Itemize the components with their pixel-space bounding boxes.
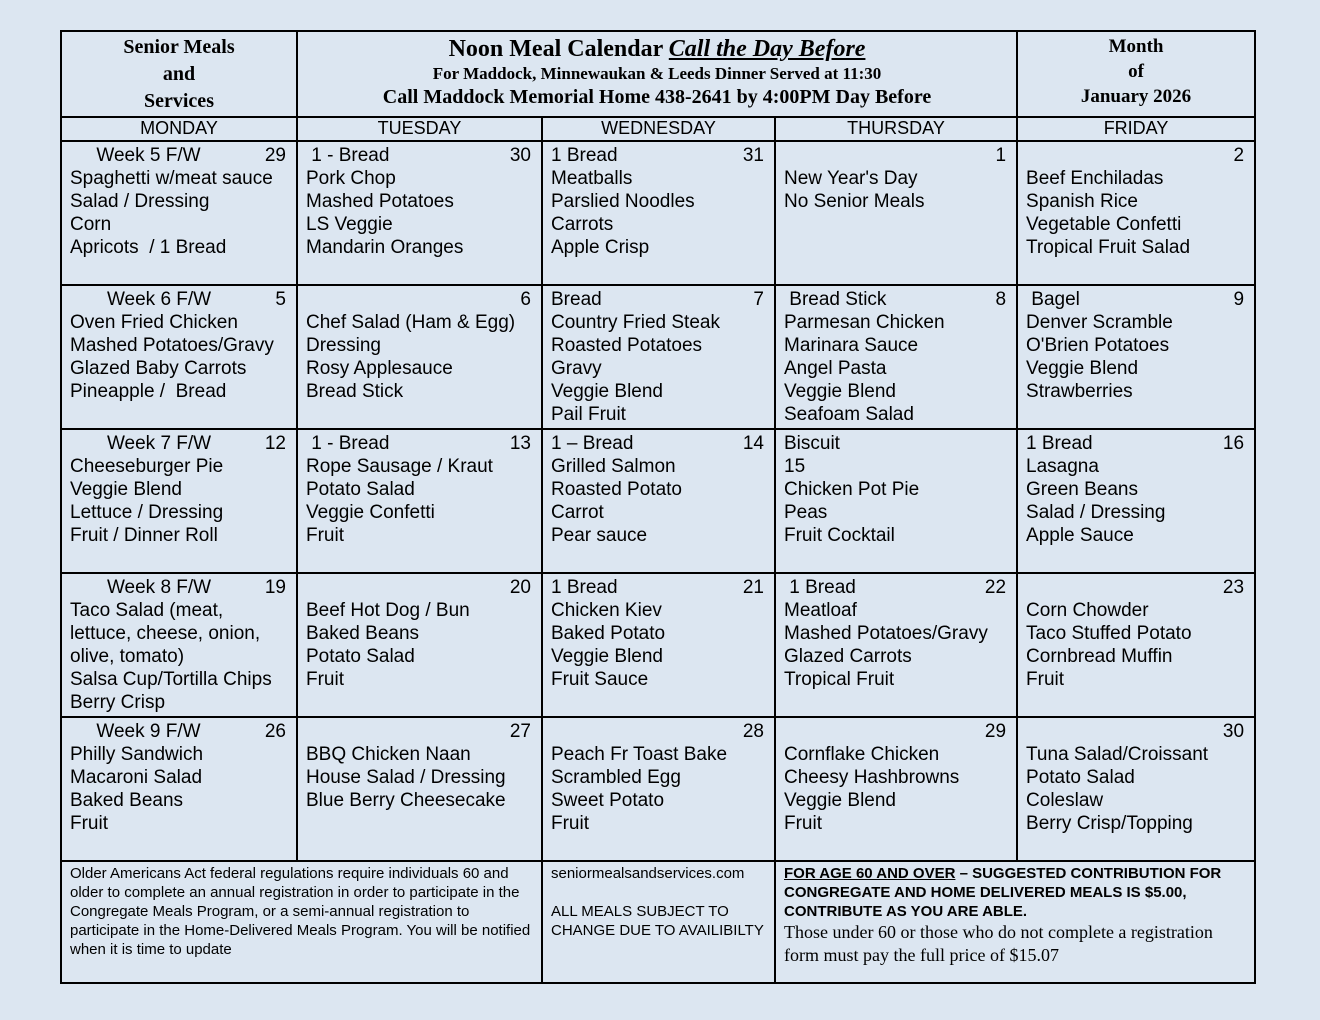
menu-item: Angel Pasta	[784, 358, 887, 379]
menu-item	[1026, 144, 1246, 167]
menu-item: Mashed Potatoes/Gravy	[784, 623, 988, 644]
menu-item: Taco Stuffed Potato	[1026, 623, 1192, 644]
menu-item: Veggie Blend	[1026, 358, 1139, 379]
menu-item	[1026, 720, 1246, 743]
menu-item: Corn	[70, 214, 112, 235]
menu-item: lettuce, cheese, onion,	[70, 623, 261, 644]
day-cell	[775, 717, 1017, 861]
day-number: 29	[984, 721, 1007, 742]
menu-item: Fruit Sauce	[551, 669, 649, 690]
menu-item: Pail Fruit	[551, 404, 626, 425]
weekday-row	[61, 117, 1255, 141]
menu-item	[784, 144, 1008, 167]
notice-cell	[542, 861, 775, 983]
menu-item	[306, 720, 533, 743]
menu-item: Rosy Applesauce	[306, 358, 453, 379]
menu-item: Country Fried Steak	[551, 312, 720, 333]
day-cell	[1017, 429, 1255, 573]
day-cell	[61, 573, 297, 717]
subject-notice: ALL MEALS SUBJECT TO CHANGE DUE TO AVAILIBILTY	[551, 903, 764, 939]
weeks	[61, 141, 1255, 861]
day-cell	[297, 573, 542, 717]
day-cell	[775, 141, 1017, 285]
menu-item: 15	[784, 456, 806, 477]
menu-item: Blue Berry Cheesecake	[306, 790, 506, 811]
day-cell	[61, 141, 297, 285]
menu-item: Veggie Blend	[551, 381, 663, 402]
day-cell	[542, 717, 775, 861]
menu-item: Vegetable Confetti	[1026, 214, 1182, 235]
week-row	[61, 285, 1255, 429]
menu-item: Potato Salad	[306, 479, 415, 500]
day-cell	[297, 717, 542, 861]
menu-item: Fruit	[306, 669, 344, 690]
menu-item: Bagel	[1026, 289, 1080, 310]
menu-item: Gravy	[551, 358, 602, 379]
day-number: 5	[275, 289, 286, 310]
menu-item: Parmesan Chicken	[784, 312, 945, 333]
menu-item: Philly Sandwich	[70, 744, 204, 765]
day-number: 8	[995, 289, 1007, 310]
menu-item: Fruit	[784, 813, 822, 834]
menu-item: Beef Enchiladas	[1026, 168, 1164, 189]
menu-item: Roasted Potatoes	[551, 335, 703, 356]
menu-item: No Senior Meals	[784, 191, 925, 212]
menu-item: Biscuit	[784, 433, 840, 454]
menu-item: Macaroni Salad	[70, 767, 203, 788]
contribution-cell	[775, 861, 1255, 983]
day-number: 30	[1222, 721, 1245, 742]
day-number: 20	[509, 577, 531, 598]
full-price-note: Those under 60 or those who do not complete a registration form must pay the full price of $15.07	[784, 922, 1213, 965]
menu-item: Corn Chowder	[1026, 600, 1149, 621]
org-line: Senior Meals	[123, 36, 235, 58]
day-cell	[61, 717, 297, 861]
menu-item: Week 7 F/W	[70, 433, 212, 454]
day-cell	[542, 429, 775, 573]
footer-row	[61, 861, 1255, 983]
menu-item: Meatballs	[551, 168, 633, 189]
menu-item: Lettuce / Dressing	[70, 502, 224, 523]
menu-item: 1 Bread	[551, 145, 618, 166]
menu-item: Carrot	[551, 502, 604, 523]
menu-item: Green Beans	[1026, 479, 1138, 500]
menu-item: Salad / Dressing	[70, 191, 210, 212]
day-cell	[542, 285, 775, 429]
menu-item: Week 6 F/W	[70, 289, 212, 310]
day-number: 21	[742, 577, 764, 598]
menu-item: Seafoam Salad	[784, 404, 914, 425]
day-number: 26	[264, 721, 286, 742]
menu-item	[306, 576, 533, 599]
menu-item: Berry Crisp/Topping	[1026, 813, 1193, 834]
day-cell	[61, 429, 297, 573]
menu-item: Peas	[784, 502, 828, 523]
week-row	[61, 429, 1255, 573]
menu-item: Fruit	[306, 525, 344, 546]
menu-item: Veggie Blend	[784, 381, 896, 402]
contribution-note	[776, 862, 1254, 921]
day-cell	[775, 573, 1017, 717]
menu-item: Glazed Baby Carrots	[70, 358, 247, 379]
menu-item: Fruit	[70, 813, 108, 834]
menu-item: Sweet Potato	[551, 790, 665, 811]
meal-calendar	[60, 30, 1254, 978]
menu-item: Roasted Potato	[551, 479, 682, 500]
menu-item: Salad / Dressing	[1026, 502, 1166, 523]
day-number: 23	[1222, 577, 1245, 598]
menu-item: Week 8 F/W	[70, 577, 212, 598]
day-number: 29	[264, 145, 286, 166]
menu-item: Spaghetti w/meat sauce	[70, 168, 273, 189]
menu-item: Veggie Confetti	[306, 502, 435, 523]
day-number: 7	[753, 289, 764, 310]
menu-item: Apple Crisp	[551, 237, 650, 258]
day-number: 27	[509, 721, 531, 742]
day-header: THURSDAY	[775, 117, 1017, 141]
menu-item: Cheesy Hashbrowns	[784, 767, 960, 788]
menu-item: Apricots / 1 Bread	[70, 237, 227, 258]
menu-item: Fruit / Dinner Roll	[70, 525, 218, 546]
day-number: 16	[1222, 433, 1245, 454]
day-cell	[775, 285, 1017, 429]
menu-item: 1 Bread	[551, 577, 618, 598]
day-cell	[297, 429, 542, 573]
menu-item: 1 Bread	[1026, 433, 1093, 454]
menu-item: Week 9 F/W	[70, 721, 201, 742]
menu-item: Rope Sausage / Kraut	[306, 456, 493, 477]
menu-item: Beef Hot Dog / Bun	[306, 600, 470, 621]
menu-item: Potato Salad	[1026, 767, 1135, 788]
menu-item: Veggie Blend	[70, 479, 182, 500]
day-number: 19	[264, 577, 286, 598]
menu-item: 1 - Bread	[306, 145, 390, 166]
day-number: 6	[520, 289, 531, 310]
menu-item: LS Veggie	[306, 214, 393, 235]
menu-item: Grilled Salmon	[551, 456, 676, 477]
day-cell	[1017, 285, 1255, 429]
menu-item: Spanish Rice	[1026, 191, 1138, 212]
menu-item: House Salad / Dressing	[306, 767, 506, 788]
month-line: January 2026	[1080, 86, 1192, 107]
day-header: TUESDAY	[297, 117, 542, 141]
menu-item: Fruit Cocktail	[784, 525, 895, 546]
menu-item: Chef Salad (Ham & Egg)	[306, 312, 516, 333]
menu-item: Salsa Cup/Tortilla Chips	[70, 669, 272, 690]
menu-item: Mandarin Oranges	[306, 237, 464, 258]
menu-item: Fruit	[1026, 669, 1065, 690]
menu-item: Lasagna	[1026, 456, 1099, 477]
menu-item	[551, 720, 766, 743]
menu-item: 1 – Bread	[551, 433, 634, 454]
day-number: 9	[1233, 289, 1245, 310]
calendar-table	[60, 30, 1256, 984]
day-number: 30	[509, 145, 531, 166]
day-cell	[775, 429, 1017, 573]
menu-item: Veggie Blend	[784, 790, 896, 811]
menu-item: Tropical Fruit Salad	[1026, 237, 1191, 258]
menu-item: Glazed Carrots	[784, 646, 912, 667]
menu-item: Mashed Potatoes/Gravy	[70, 335, 274, 356]
day-number: 28	[742, 721, 764, 742]
calendar-title-block	[297, 31, 1017, 117]
menu-item	[306, 288, 533, 311]
menu-item: Cornflake Chicken	[784, 744, 940, 765]
menu-item: 1 Bread	[784, 577, 856, 598]
menu-item: Berry Crisp	[70, 692, 166, 713]
menu-item: BBQ Chicken Naan	[306, 744, 471, 765]
menu-item: Fruit	[551, 813, 589, 834]
menu-item: Pear sauce	[551, 525, 648, 546]
menu-item: Oven Fried Chicken	[70, 312, 238, 333]
day-cell	[61, 285, 297, 429]
day-number: 13	[509, 433, 531, 454]
menu-item: O'Brien Potatoes	[1026, 335, 1170, 356]
menu-item: Parslied Noodles	[551, 191, 695, 212]
day-number: 2	[1233, 145, 1245, 166]
menu-item: Cheeseburger Pie	[70, 456, 224, 477]
menu-item: Week 5 F/W	[70, 145, 201, 166]
menu-item: 1 - Bread	[306, 433, 390, 454]
menu-item: Carrots	[551, 214, 614, 235]
menu-item: Chicken Kiev	[551, 600, 662, 621]
call-instruction: Call Maddock Memorial Home 438-2641 by 4:00PM Day Before	[382, 86, 932, 108]
menu-item: Baked Beans	[306, 623, 420, 644]
menu-item: Coleslaw	[1026, 790, 1104, 811]
menu-item: Baked Beans	[70, 790, 184, 811]
month-label	[1017, 31, 1255, 117]
menu-item: Pineapple / Bread	[70, 381, 227, 402]
day-number: 22	[984, 577, 1007, 598]
week-row	[61, 717, 1255, 861]
menu-item: Scrambled Egg	[551, 767, 681, 788]
calendar-title: Noon Meal Calendar	[448, 36, 663, 62]
menu-item: Dressing	[306, 335, 381, 356]
week-row	[61, 573, 1255, 717]
day-cell	[1017, 717, 1255, 861]
menu-item	[1026, 576, 1246, 599]
day-number: 31	[742, 145, 764, 166]
menu-item: Taco Salad (meat,	[70, 600, 224, 621]
header-row	[61, 31, 1255, 117]
menu-item: Tuna Salad/Croissant	[1026, 744, 1209, 765]
org-line: Services	[144, 90, 214, 112]
menu-item: Mashed Potatoes	[306, 191, 454, 212]
menu-item: olive, tomato)	[70, 646, 185, 667]
day-cell	[1017, 573, 1255, 717]
menu-item: New Year's Day	[784, 168, 918, 189]
day-cell	[297, 285, 542, 429]
website: seniormealsandservices.com	[551, 865, 745, 882]
month-line: Month	[1108, 36, 1164, 57]
menu-item	[784, 720, 1008, 743]
menu-item: Meatloaf	[784, 600, 857, 621]
menu-item: Bread Stick	[784, 289, 887, 310]
day-cell	[1017, 141, 1255, 285]
day-cell	[297, 141, 542, 285]
month-line: of	[1128, 61, 1144, 82]
menu-item: Apple Sauce	[1026, 525, 1134, 546]
menu-item: Peach Fr Toast Bake	[551, 744, 728, 765]
day-cell	[542, 141, 775, 285]
menu-item: Cornbread Muffin	[1026, 646, 1173, 667]
menu-item: Denver Scramble	[1026, 312, 1173, 333]
menu-item: Strawberries	[1026, 381, 1133, 402]
menu-item: Bread Stick	[306, 381, 404, 402]
age-heading: FOR AGE 60 AND OVER	[784, 865, 956, 882]
day-number: 1	[995, 145, 1007, 166]
org-name	[61, 31, 297, 117]
day-header: MONDAY	[61, 117, 297, 141]
menu-item: Tropical Fruit	[784, 669, 895, 690]
menu-item: Potato Salad	[306, 646, 415, 667]
day-header: WEDNESDAY	[542, 117, 775, 141]
day-cell	[542, 573, 775, 717]
day-number: 14	[742, 433, 764, 454]
menu-item: Bread	[551, 289, 602, 310]
day-header: FRIDAY	[1017, 117, 1255, 141]
menu-item: Veggie Blend	[551, 646, 663, 667]
day-number: 12	[264, 433, 286, 454]
menu-item: Marinara Sauce	[784, 335, 919, 356]
menu-item: Pork Chop	[306, 168, 396, 189]
menu-item: Baked Potato	[551, 623, 666, 644]
call-day-before: Call the Day Before	[668, 36, 866, 62]
contribution-text: – SUGGESTED CONTRIBUTION FOR CONGREGATE AND HOME DELIVERED MEALS IS $5.00, CONTRIBUTE AS YOU ARE ABLE.	[784, 865, 1222, 920]
week-row	[61, 141, 1255, 285]
service-subtitle: For Maddock, Minnewaukan & Leeds Dinner Served at 11:30	[432, 64, 882, 83]
regulations-note: Older Americans Act federal regulations require individuals 60 and older to complete an annual registration in order to participate in the Congregate Meals Program, or a semi-annual registration to participate in the Home-Delivered Meals Program. You will be notified when it is time to update	[61, 861, 542, 983]
org-line: and	[162, 63, 196, 85]
menu-item: Chicken Pot Pie	[784, 479, 920, 500]
